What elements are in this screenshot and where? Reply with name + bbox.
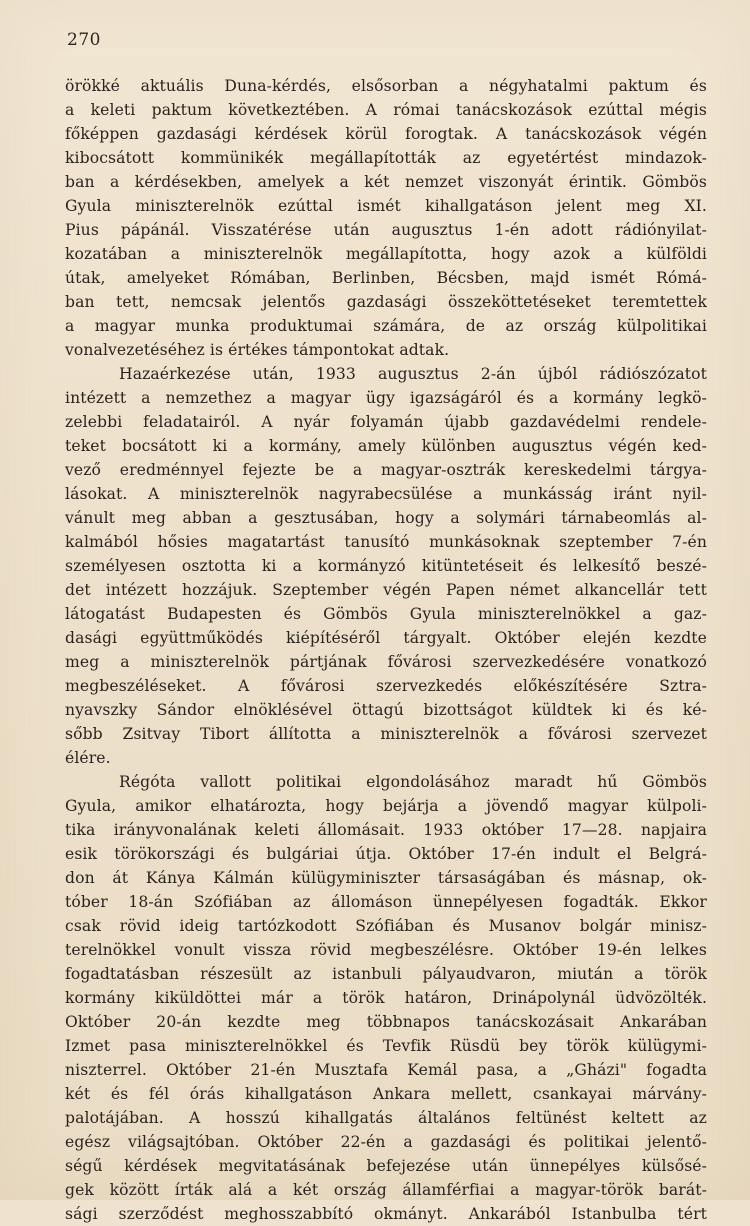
text-line: esik törökországi és bulgáriai útja. Október 17-én indult el Belgrá- — [65, 845, 707, 863]
body-text — [65, 74, 707, 1226]
text-line: Hazaérkezése után, 1933 augusztus 2-án újból rádiószózatot — [119, 365, 707, 383]
text-line: kormány kiküldöttei már a török határon, Drinápolynál üdvözölték. — [65, 989, 707, 1007]
text-line: Izmet pasa miniszterelnökkel és Tevfik Rüsdü bey török külügymi- — [65, 1037, 707, 1055]
text-line: csak rövid ideig tartózkodott Szófiában és Musanov bolgár minisz- — [65, 917, 707, 935]
text-line: vező eredménnyel fejezte be a magyar-osztrák kereskedelmi tárgya- — [65, 461, 707, 479]
text-line: sági szerződést meghosszabbító okmányt. Ankarából Istanbulba tért — [65, 1205, 707, 1223]
text-line: Október 20-án kezdte meg többnapos tanácskozásait Ankarában — [65, 1013, 707, 1031]
text-line: lásokat. A miniszterelnök nagyrabecsülése a munkásság iránt nyil- — [65, 485, 707, 503]
text-line: meg a miniszterelnök pártjának fővárosi szervezkedésére vonatkozó — [65, 653, 707, 671]
text-line: terelnökkel vonult vissza rövid megbeszélésre. Október 19-én lelkes — [65, 941, 707, 959]
text-line: Gyula, amikor elhatározta, hogy bejárja a jövendő magyar külpoli- — [65, 797, 707, 815]
text-line: gek között írták alá a két ország államférfiai a magyar-török barát- — [65, 1181, 707, 1199]
text-line: intézett a nemzethez a magyar ügy igazságáról és a kormány legkö- — [65, 389, 707, 407]
text-line: Gyula miniszterelnök ezúttal ismét kihallgatáson jelent meg XI. — [65, 197, 707, 215]
text-line: a magyar munka produktumai számára, de az ország külpolitikai — [65, 317, 707, 335]
text-line: látogatást Budapesten és Gömbös Gyula miniszterelnökkel a gaz- — [65, 605, 707, 623]
page-number: 270 — [67, 30, 101, 50]
text-line: ségű kérdések megvitatásának befejezése után ünnepélyes külsősé- — [65, 1157, 707, 1175]
text-line: egész világsajtóban. Október 22-én a gazdasági és politikai jelentő- — [65, 1133, 707, 1151]
text-line: fogadtatásban részesült az istanbuli pályaudvaron, miután a török — [65, 965, 707, 983]
text-line: kalmából hősies magatartást tanusító munkásoknak szeptember 7-én — [65, 533, 707, 551]
text-line: vonalvezetéséhez is értékes támpontokat adtak. — [65, 341, 450, 359]
text-line: Régóta vallott politikai elgondolásához maradt hű Gömbös — [119, 773, 707, 791]
text-line: főképpen gazdasági kérdések körül forogtak. A tanácskozások végén — [65, 125, 707, 143]
text-line: kibocsátott kommünikék megállapították az egyetértést mindazok- — [65, 149, 707, 167]
text-line: sőbb Zsitvay Tibort állította a miniszterelnök a fővárosi szervezet — [65, 725, 707, 743]
text-line: palotájában. A hosszú kihallgatás általános feltünést keltett az — [65, 1109, 707, 1127]
text-line: don át Kánya Kálmán külügyminiszter társaságában és másnap, ok- — [65, 869, 707, 887]
text-line: Pius pápánál. Visszatérése után augusztus 1-én adott rádiónyilat- — [65, 221, 707, 239]
text-line: két és fél órás kihallgatáson Ankara mellett, csankayai márvány- — [65, 1085, 707, 1103]
text-line: megbeszéléseket. A fővárosi szervezkedés előkészítésére Sztra- — [65, 677, 707, 695]
text-line: élére. — [65, 749, 111, 767]
text-line: örökké aktuális Duna-kérdés, elsősorban a négyhatalmi paktum és — [65, 77, 707, 95]
text-line: det intézett hozzájuk. Szeptember végén Papen német alkancellár tett — [65, 581, 707, 599]
text-line: személyesen osztotta ki a kormányzó kitüntetéseit és lelkesítő beszé- — [65, 557, 707, 575]
text-line: vánult meg abban a gesztusában, hogy a solymári tárnabeomlás al- — [65, 509, 707, 527]
text-line: ban tett, nemcsak jelentős gazdasági összeköttetéseket teremtettek — [65, 293, 707, 311]
text-line: zelebbi feladatairól. A nyár folyamán újabb gazdavédelmi rendele- — [65, 413, 707, 431]
text-line: kozatában a miniszterelnök megállapította, hogy azok a külföldi — [65, 245, 707, 263]
text-line: nyavszky Sándor elnöklésével öttagú bizottságot küldtek ki és ké- — [65, 701, 707, 719]
text-line: ban a kérdésekben, amelyek a két nemzet viszonyát érintik. Gömbös — [65, 173, 707, 191]
text-line: niszterrel. Október 21-én Musztafa Kemál pasa, a „Gházi" fogadta — [65, 1061, 707, 1079]
text-line: teket bocsátott ki a kormány, amely különben augusztus végén ked- — [65, 437, 707, 455]
text-line: útak, amelyeket Rómában, Berlinben, Bécsben, majd ismét Rómá- — [65, 269, 707, 287]
text-line: dasági együttműködés kiépítéséről tárgyalt. Október elején kezdte — [65, 629, 707, 647]
text-line: a keleti paktum következtében. A római tanácskozások ezúttal mégis — [65, 101, 707, 119]
text-line: tika irányvonalának keleti állomásait. 1933 október 17—28. napjaira — [65, 821, 707, 839]
text-line: tóber 18-án Szófiában az állomáson ünnepélyesen fogadták. Ekkor — [65, 893, 707, 911]
